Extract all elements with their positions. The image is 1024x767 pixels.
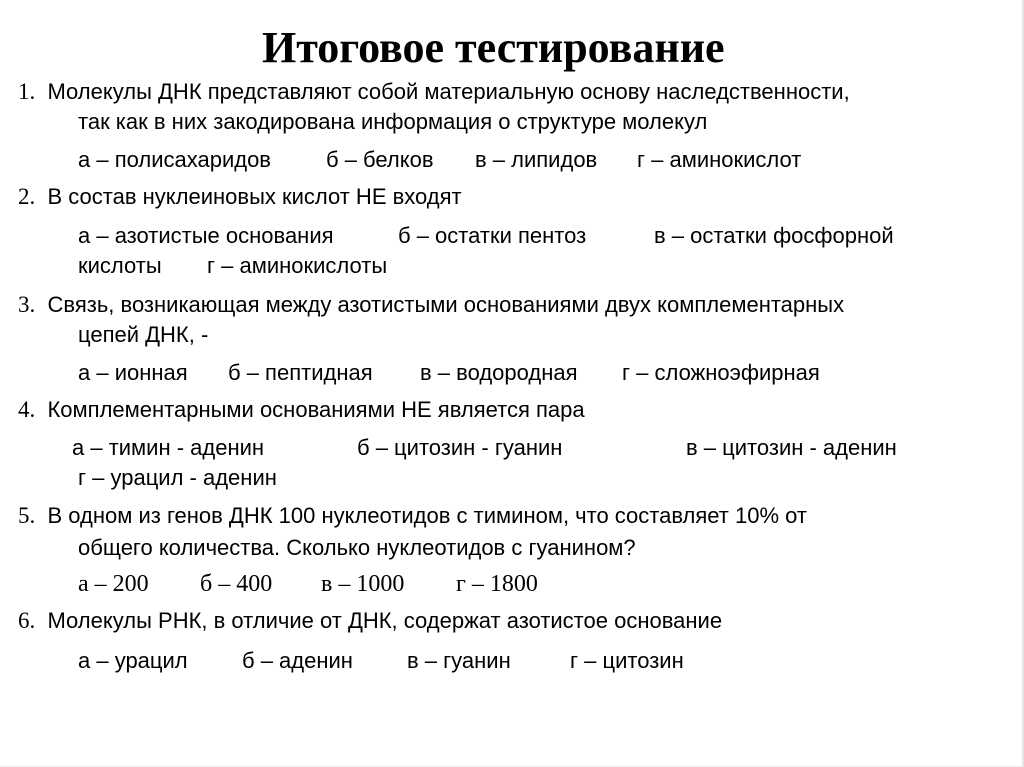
question-5-option-b: б – 400 xyxy=(200,571,273,597)
question-4-option-c: в – цитозин - аденин xyxy=(686,435,897,460)
question-5-option-d: г – 1800 xyxy=(456,571,538,597)
question-1-option-b: б – белков xyxy=(326,147,434,172)
question-3-option-d: г – сложноэфирная xyxy=(622,360,820,385)
page-title: Итоговое тестирование xyxy=(262,23,725,72)
question-2-option-d: г – аминокислоты xyxy=(207,253,388,278)
question-4-number: 4. xyxy=(18,397,36,422)
question-4-option-a: а – тимин - аденин xyxy=(72,435,265,460)
question-6-option-b: б – аденин xyxy=(242,648,353,673)
question-5-number: 5. xyxy=(18,503,36,528)
question-1-text-1: Молекулы ДНК представляют собой материальную основу наследственности, xyxy=(47,79,850,104)
question-4-text-1: Комплементарными основаниями НЕ является пара xyxy=(47,397,585,422)
question-2-option-c: в – остатки фосфорной xyxy=(654,223,894,248)
question-3-option-a: а – ионная xyxy=(78,360,188,385)
question-6-number: 6. xyxy=(18,608,36,633)
question-6-line-1 xyxy=(18,607,722,635)
question-5-option-a: а – 200 xyxy=(78,571,149,597)
question-1-number: 1. xyxy=(18,79,36,104)
question-1-option-d: г – аминокислот xyxy=(637,147,802,172)
question-6-text-1: Молекулы РНК, в отличие от ДНК, содержат азотистое основание xyxy=(47,608,723,633)
question-4-option-d: г – урацил - аденин xyxy=(78,465,277,490)
question-5-option-c: в – 1000 xyxy=(321,571,405,597)
question-4-line-1 xyxy=(18,396,585,424)
question-3-text-1: Связь, возникающая между азотистыми основаниями двух комплементарных xyxy=(47,292,845,317)
question-1-option-a: а – полисахаридов xyxy=(78,147,271,172)
question-3-line-1 xyxy=(18,291,844,319)
question-3-option-c: в – водородная xyxy=(420,360,578,385)
question-6-option-d: г – цитозин xyxy=(570,648,684,673)
question-5-line-1 xyxy=(18,502,807,530)
question-1-option-c: в – липидов xyxy=(475,147,598,172)
question-2-option-a: а – азотистые основания xyxy=(78,223,334,248)
question-6-option-a: а – урацил xyxy=(78,648,188,673)
question-2-option-c-cont: кислоты xyxy=(78,253,162,278)
question-2-number: 2. xyxy=(18,184,36,209)
question-1-text-2: так как в них закодирована информация о структуре молекул xyxy=(78,109,708,134)
question-3-option-b: б – пептидная xyxy=(228,360,373,385)
question-2-line-1 xyxy=(18,183,462,211)
question-5-text-1: В одном из генов ДНК 100 нуклеотидов с тимином, что составляет 10% от xyxy=(47,503,807,528)
question-2-text-1: В состав нуклеиновых кислот НЕ входят xyxy=(47,184,462,209)
question-5-text-2: общего количества. Сколько нуклеотидов с гуанином? xyxy=(78,535,636,560)
question-6-option-c: в – гуанин xyxy=(407,648,511,673)
question-1-line-1 xyxy=(18,78,850,106)
question-3-text-2: цепей ДНК, - xyxy=(78,322,209,347)
question-4-option-b: б – цитозин - гуанин xyxy=(357,435,563,460)
question-2-option-b: б – остатки пентоз xyxy=(398,223,587,248)
question-3-number: 3. xyxy=(18,292,36,317)
